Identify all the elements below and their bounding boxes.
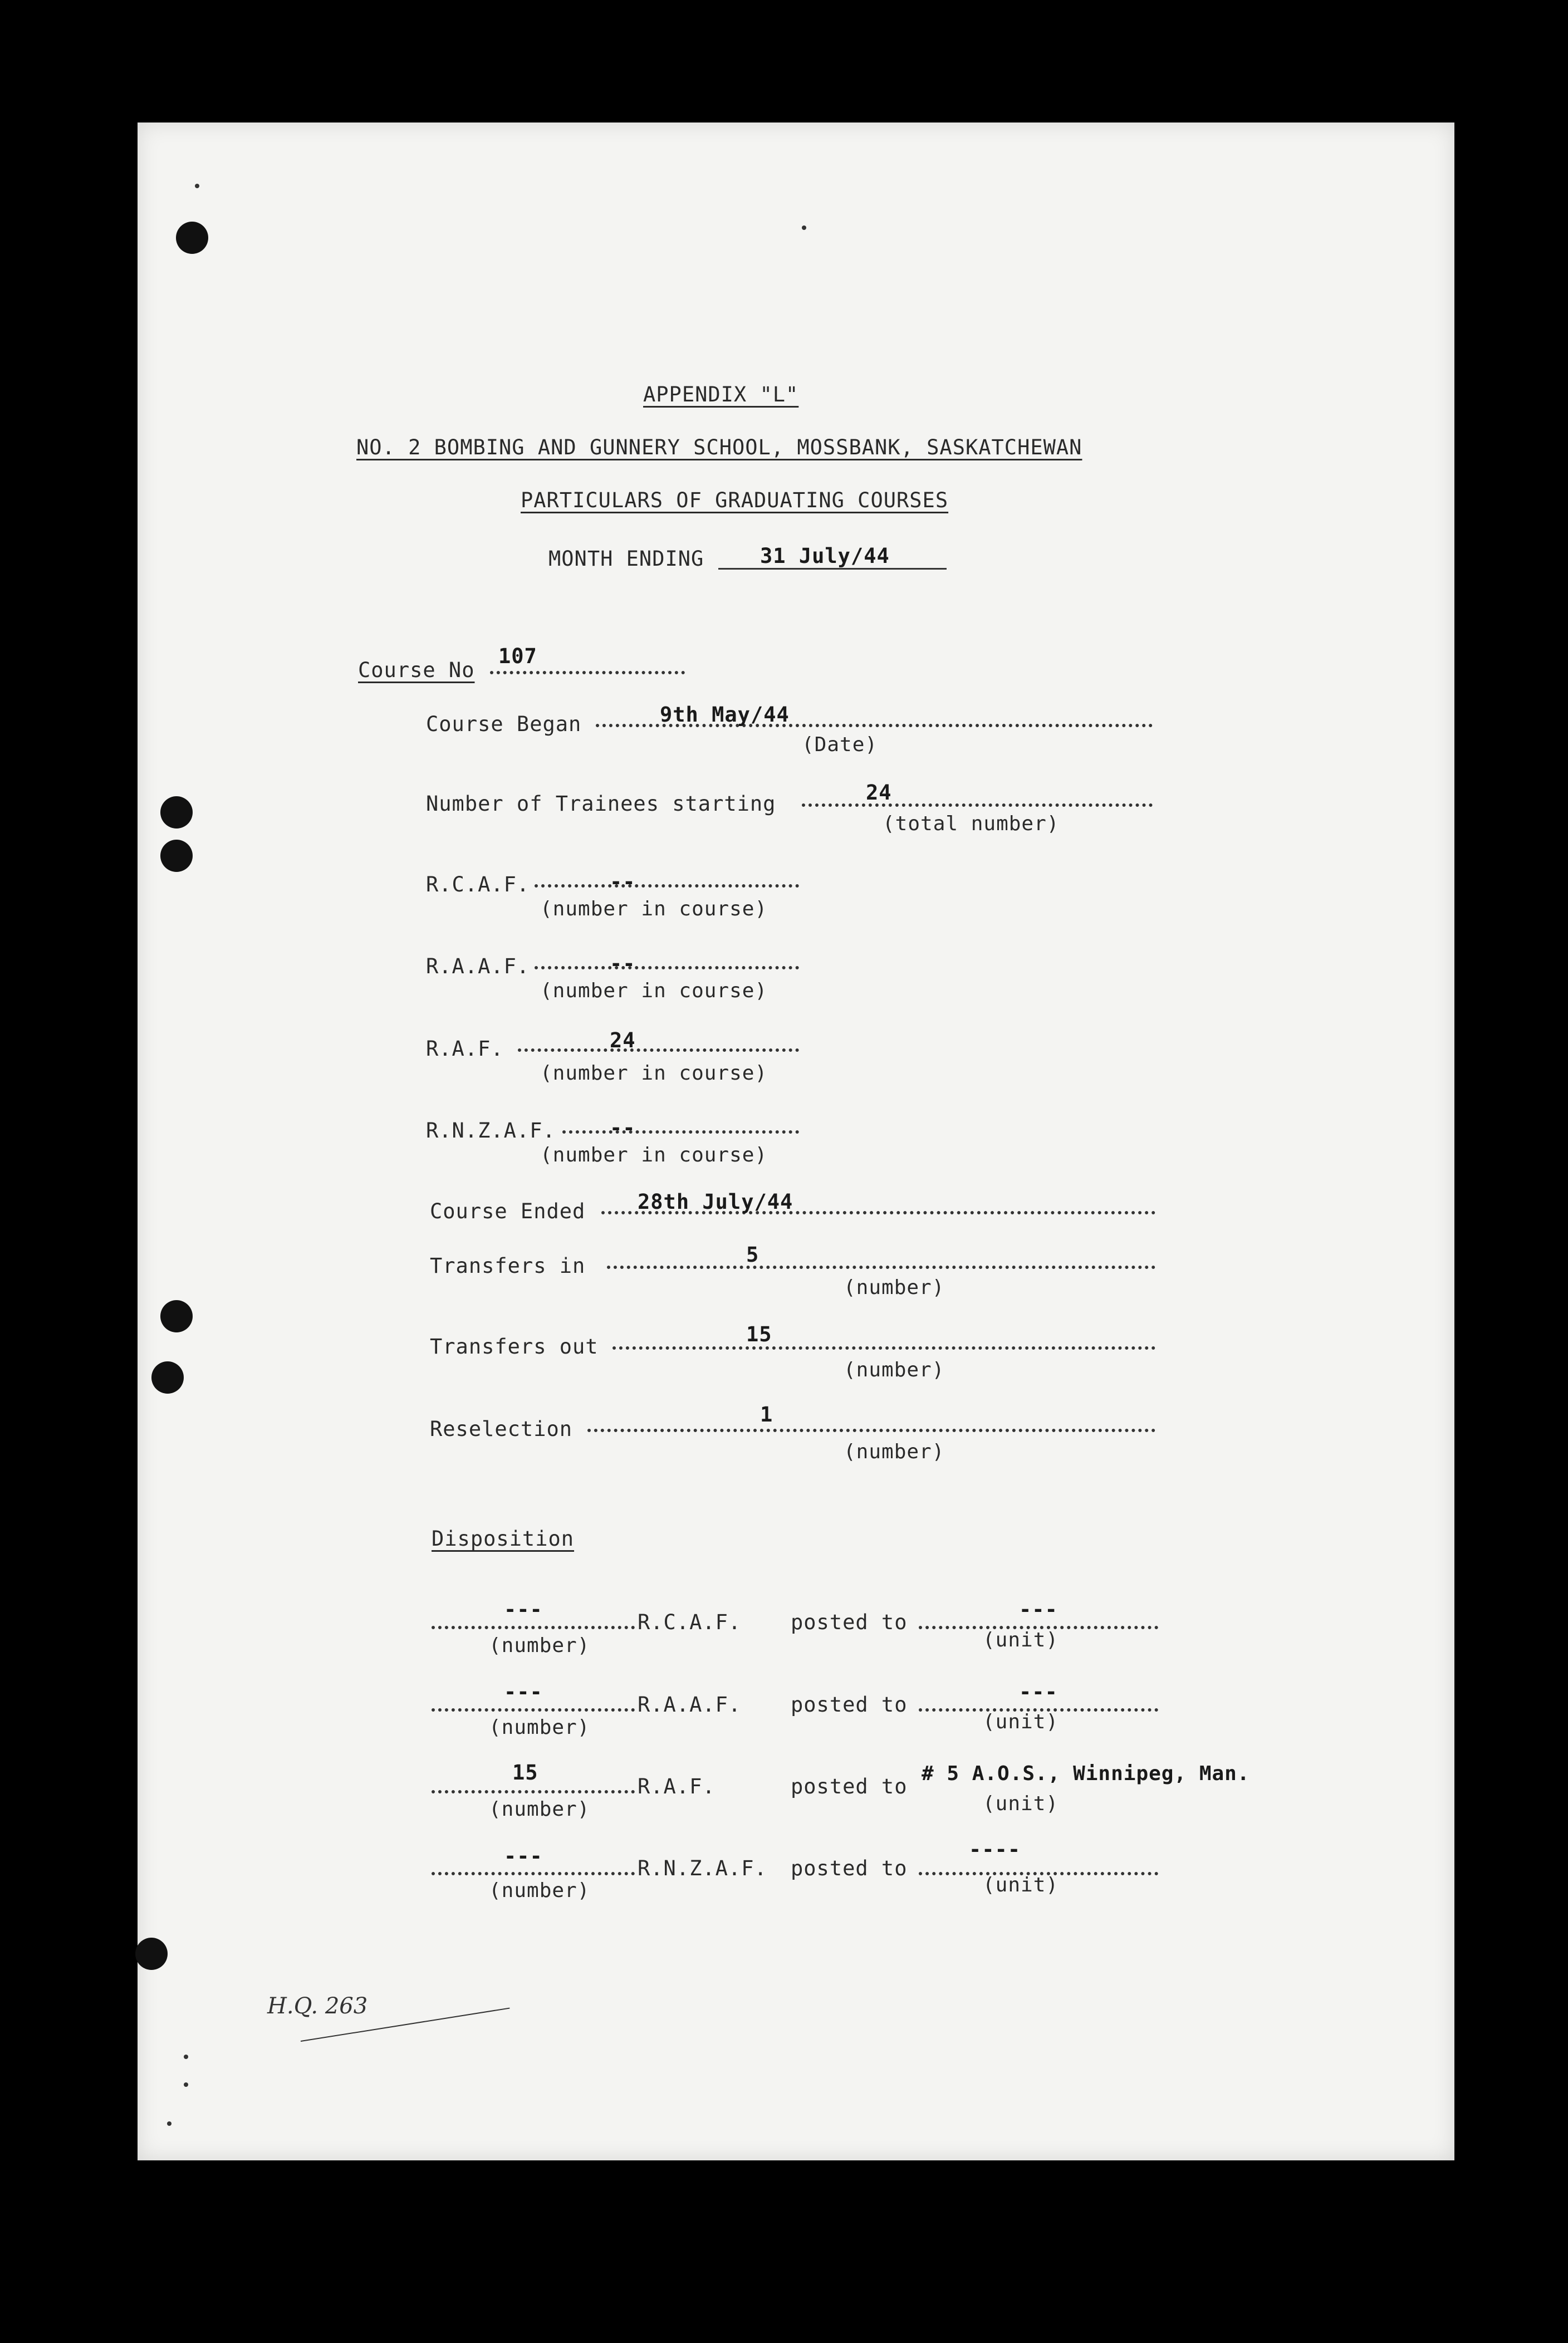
- course-began-hint: (Date): [802, 733, 878, 756]
- course-no-value: 107: [498, 644, 537, 668]
- disposition-row-number-dots: [432, 1626, 635, 1629]
- reselection-hint: (number): [844, 1440, 945, 1463]
- punch-hole: [135, 1938, 168, 1970]
- disposition-row-force: R.A.F.: [638, 1775, 716, 1798]
- transfers-in-dots: [607, 1266, 1155, 1269]
- month-ending-underline: [718, 568, 947, 570]
- paper-speck: [195, 184, 199, 188]
- disposition-row-posted-to: posted to: [791, 1856, 908, 1880]
- disposition-row-posted-to: posted to: [791, 1610, 908, 1634]
- disposition-row-number: ---: [504, 1597, 543, 1621]
- transfers-out-value: 15: [746, 1322, 772, 1346]
- course-ended-label: Course Ended: [430, 1199, 586, 1223]
- course-ended-value: 28th July/44: [638, 1190, 793, 1214]
- rnzaf-hint: (number in course): [540, 1144, 768, 1166]
- particulars-title: PARTICULARS OF GRADUATING COURSES: [521, 488, 949, 512]
- punch-hole: [151, 1361, 184, 1394]
- disposition-row-unit: ---: [1019, 1680, 1058, 1704]
- course-no-label: Course No: [358, 658, 475, 682]
- raf-hint: (number in course): [540, 1062, 768, 1085]
- transfers-in-value: 5: [746, 1243, 759, 1267]
- disposition-heading: Disposition: [432, 1527, 575, 1551]
- raaf-label: R.A.A.F.: [426, 954, 530, 978]
- trainees-hint: (total number): [883, 812, 1060, 835]
- disposition-row-number-hint: (number): [489, 1634, 590, 1657]
- disposition-row-number: ---: [504, 1844, 543, 1868]
- disposition-row-number-hint: (number): [489, 1879, 590, 1902]
- punch-hole: [160, 1300, 193, 1332]
- course-began-label: Course Began: [426, 712, 582, 736]
- disposition-row-unit-hint: (unit): [983, 1792, 1059, 1815]
- trainees-dots: [802, 803, 1153, 807]
- disposition-row-number: ---: [504, 1680, 543, 1704]
- disposition-row-posted-to: posted to: [791, 1693, 908, 1717]
- transfers-out-hint: (number): [844, 1359, 945, 1381]
- transfers-in-label: Transfers in: [430, 1254, 586, 1278]
- disposition-row-number-hint: (number): [489, 1716, 590, 1739]
- disposition-row-posted-to: posted to: [791, 1775, 908, 1798]
- month-ending-value: 31 July/44: [760, 544, 890, 568]
- rcaf-value: --: [610, 870, 636, 894]
- disposition-row-unit: # 5 A.O.S., Winnipeg, Man.: [922, 1762, 1250, 1785]
- disposition-row-number-dots: [432, 1790, 635, 1793]
- reselection-label: Reselection: [430, 1417, 573, 1441]
- transfers-in-hint: (number): [844, 1276, 945, 1299]
- disposition-row-force: R.A.A.F.: [638, 1693, 742, 1717]
- raf-label: R.A.F.: [426, 1037, 504, 1061]
- trainees-value: 24: [866, 781, 892, 805]
- paper-speck: [802, 226, 806, 230]
- trainees-label: Number of Trainees starting: [426, 792, 776, 816]
- document-page: [138, 122, 1454, 2160]
- disposition-row-unit-hint: (unit): [983, 1710, 1059, 1733]
- paper-speck: [184, 2055, 188, 2059]
- punch-hole: [160, 840, 193, 872]
- disposition-row-unit: ----: [969, 1837, 1021, 1861]
- disposition-row-unit-hint: (unit): [983, 1629, 1059, 1651]
- disposition-row-number: 15: [512, 1761, 538, 1785]
- rcaf-hint: (number in course): [540, 898, 768, 920]
- rnzaf-label: R.N.Z.A.F.: [426, 1119, 556, 1143]
- paper-speck: [167, 2121, 171, 2126]
- appendix-title: APPENDIX "L": [643, 383, 799, 406]
- raf-dots: [518, 1048, 799, 1052]
- disposition-row-force: R.C.A.F.: [638, 1610, 742, 1634]
- school-title: NO. 2 BOMBING AND GUNNERY SCHOOL, MOSSBANK, SASKATCHEWAN: [356, 435, 1082, 459]
- rcaf-label: R.C.A.F.: [426, 873, 530, 896]
- reselection-dots: [587, 1429, 1155, 1432]
- disposition-row-unit-hint: (unit): [983, 1874, 1059, 1896]
- disposition-row-number-dots: [432, 1872, 635, 1875]
- rnzaf-value: --: [610, 1116, 636, 1140]
- course-no-dots: [490, 671, 685, 674]
- disposition-row-number-hint: (number): [489, 1798, 590, 1821]
- rnzaf-dots: [562, 1130, 799, 1134]
- reselection-value: 1: [760, 1403, 773, 1427]
- punch-hole: [176, 222, 208, 254]
- disposition-row-number-dots: [432, 1708, 635, 1712]
- hq-reference: H.Q. 263: [267, 1993, 368, 2019]
- disposition-row-unit: ---: [1019, 1597, 1058, 1621]
- punch-hole: [160, 796, 193, 829]
- course-began-value: 9th May/44: [660, 703, 790, 727]
- raaf-value: --: [610, 952, 636, 976]
- raaf-hint: (number in course): [540, 979, 768, 1002]
- paper-speck: [184, 2082, 188, 2087]
- transfers-out-dots: [612, 1346, 1155, 1350]
- raf-value: 24: [610, 1028, 636, 1052]
- month-ending-label: MONTH ENDING: [548, 547, 704, 571]
- disposition-row-force: R.N.Z.A.F.: [638, 1856, 767, 1880]
- transfers-out-label: Transfers out: [430, 1335, 599, 1359]
- rcaf-dots: [535, 884, 799, 888]
- raaf-dots: [535, 966, 799, 969]
